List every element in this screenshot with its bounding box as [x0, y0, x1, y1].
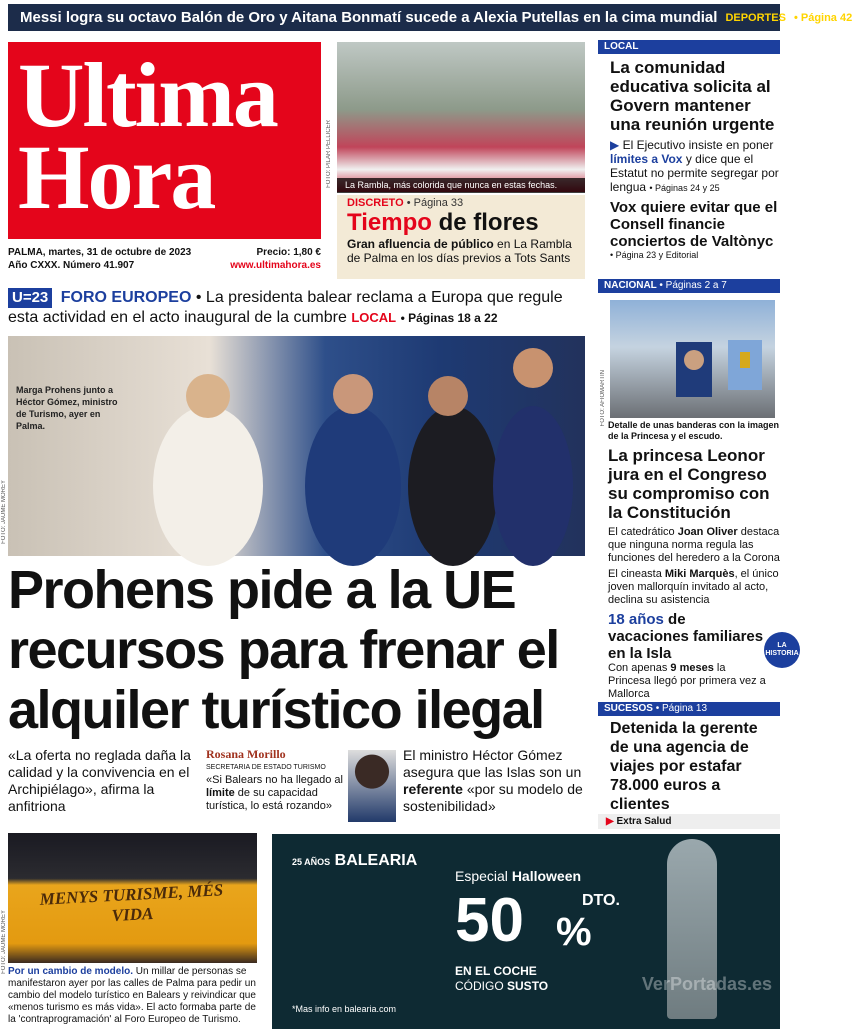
issue-date: PALMA, martes, 31 de octubre de 2023	[8, 247, 192, 258]
years-text-b: 9 meses	[670, 662, 714, 674]
prohens-quote: «La oferta no reglada daña la calidad y la convivencia en el Archipiélago», afirma la anfitriona	[8, 747, 191, 814]
ribbon-text: • La presidenta balear reclama a Europa que regule esta actividad en el acto inaugural de la cumbre	[8, 289, 563, 326]
royal-photo-flags	[610, 300, 775, 418]
top-news-page: • Página 42	[793, 11, 852, 24]
local-sub-b: límites a Vox	[610, 152, 683, 166]
dateline	[8, 246, 321, 272]
flowers-title-a: Tiempo	[347, 209, 432, 236]
columnist-name: Rosana Morillo	[206, 747, 286, 761]
b1-b: Joan Oliver	[677, 526, 738, 538]
nacional-section[interactable]	[598, 279, 780, 293]
local-title2: Vox quiere evitar que el Consell financie conciertos de Valtònyc	[610, 199, 778, 250]
discreto-box[interactable]	[337, 195, 585, 279]
b2-a: El cineasta	[608, 568, 662, 580]
main-photo-figures	[8, 336, 585, 556]
discreto-kicker: DISCRETO	[347, 197, 404, 209]
discreto-page: • Página 33	[406, 197, 464, 209]
local-title2-pages: • Página 23 y Editorial	[610, 250, 699, 260]
ribbon-section: LOCAL	[351, 310, 397, 325]
price: Precio: 1,80 €	[256, 247, 321, 258]
extra-arrow-icon: ▶	[606, 816, 614, 827]
protest-credit: FOTO: JAUME MOREY	[1, 910, 7, 974]
local-sub-a: El Ejecutivo insiste en poner	[622, 138, 774, 152]
sucesos-header: SUCESOS	[604, 703, 653, 714]
watermark: VerPortadas.es	[641, 974, 772, 994]
website-link[interactable]: www.ultimahora.es	[230, 260, 321, 271]
flowers-credit: FOTO: PILAR PELLICER	[326, 120, 332, 188]
extra-label: Extra Salud	[616, 816, 672, 827]
main-photo-caption: Marga Prohens junto a Héctor Gómez, ministro de Turismo, ayer en Palma.	[16, 385, 118, 431]
flowers-photo[interactable]	[337, 42, 585, 192]
flowers-text-bold: Gran afluencia de público	[347, 237, 494, 251]
columnist-block	[206, 748, 356, 813]
protest-photo[interactable]	[8, 833, 257, 963]
ad-brand: BALEARIA	[334, 852, 418, 869]
sucesos-pages: • Página 13	[655, 703, 708, 714]
protest-text: Un millar de personas se manifestaron ayer por las calles de Palma para pedir un cambio del modelo turístico en Balears y reivindicar que «menos turismo es más vida». El acto formaba parte de la 'contraprogramación' al Foro Europeo de Turismo.	[8, 966, 256, 1025]
top-news-text: Messi logra su octavo Balón de Oro y Aitana Bonmatí sucede a Alexia Putellas en la cima mundial	[20, 9, 718, 26]
u23-badge: U=23	[8, 288, 52, 308]
protest-caption	[8, 966, 257, 1026]
historia-badge[interactable]: LA HISTORIA	[764, 632, 800, 668]
minister-quote-a: El ministro Héctor Gómez asegura que las Islas son un	[403, 747, 582, 780]
flowers-caption: La Rambla, más colorida que nunca en estas fechas.	[337, 178, 585, 193]
protest-lead: Por un cambio de modelo.	[8, 966, 134, 977]
ad-years: 25 AÑOS	[292, 857, 331, 867]
logo-line1: Ultima	[18, 44, 277, 146]
ad-code-a: CÓDIGO	[455, 979, 504, 993]
local-header: LOCAL	[598, 40, 780, 54]
leonor-block[interactable]	[608, 446, 780, 701]
columnist-portrait	[348, 750, 396, 822]
years-a: 18 años	[608, 611, 664, 628]
ad-percent: %	[555, 910, 592, 954]
minister-quote	[403, 747, 588, 815]
columnist-quote-b: límite	[206, 787, 235, 799]
royal-photo[interactable]	[610, 300, 775, 418]
ad-dto: DTO.	[582, 892, 620, 909]
royal-credit: FOTO: AFIOMARTIN	[600, 370, 606, 427]
protest-banner: MENYS TURISME, MÉS VIDA	[39, 880, 224, 926]
columnist-quote-a: «Si Balears no ha llegado al	[206, 774, 343, 786]
years-b: de vacaciones familiares en la Isla	[608, 611, 764, 662]
sucesos-section[interactable]	[598, 702, 780, 814]
local-sub-pages: • Páginas 24 y 25	[649, 183, 720, 193]
columnist-quote-c: de su capacidad turística, lo está rozando»	[206, 787, 332, 812]
ribbon-pages: • Páginas 18 a 22	[400, 311, 498, 325]
ad-code-b: SUSTO	[507, 979, 549, 993]
sucesos-title: Detenida la gerente de una agencia de viajes por estafar 78.000 euros a clientes	[610, 720, 758, 813]
flowers-text: en La Rambla de Palma en los días previos a Tots Sants	[347, 237, 572, 265]
b2-b: Miki Marquès	[664, 568, 735, 580]
nacional-pages: • Páginas 2 a 7	[659, 280, 727, 291]
minister-quote-b: referente	[403, 781, 463, 797]
columnist-role: SECRETARIA DE ESTADO TURISMO	[206, 764, 326, 771]
top-news-section: DEPORTES	[725, 11, 786, 24]
nacional-header: NACIONAL	[604, 280, 657, 291]
main-photo-credit: FOTO: JAUME MOREY	[1, 480, 7, 544]
balearia-ad[interactable]	[272, 834, 780, 1029]
ribbon-label: FORO EUROPEO	[60, 289, 192, 306]
ad-info: *Mas info en balearia.com	[292, 1004, 397, 1014]
local-sub-c: y dice que el Estatut no permite segregar por lengua	[610, 152, 779, 194]
ad-special-b: Halloween	[511, 868, 582, 884]
royal-caption: Detalle de unas banderas con la imagen de la Princesa y el escudo.	[608, 420, 780, 441]
flowers-title-b: de flores	[438, 209, 539, 236]
leonor-title: La princesa Leonor jura en el Congreso su compromiso con la Constitución	[608, 446, 770, 522]
masthead-logo[interactable]	[8, 42, 321, 239]
ad-car: EN EL COCHE	[455, 964, 537, 978]
top-news-bar[interactable]	[8, 4, 852, 31]
foro-ribbon[interactable]	[8, 288, 585, 328]
extra-salud[interactable]	[598, 814, 780, 829]
local-title: La comunidad educativa solicita al Govern mantener una reunión urgente	[610, 58, 775, 134]
local-section[interactable]: LOCAL La comunidad educativa solicita al Govern mantener una reunión urgente ▶ El Ejecutivo insiste en poner límites a Vox y dice que el Estatut no permite segregar por lengua • Páginas 24 y 25 Vox quiere evitar que el Consell financie conciertos de Valtònyc • Página 23 y Editorial	[598, 40, 780, 260]
main-headline[interactable]: Prohens pide a la UE recursos para frenar el alquiler turístico ilegal	[8, 560, 559, 740]
issue-number: Año CXXX. Número 41.907	[8, 260, 135, 271]
ad-discount: 50	[455, 886, 524, 955]
b1-a: El catedrático	[608, 526, 675, 538]
ad-special-a: Especial	[455, 868, 508, 884]
logo-line2: Hora	[18, 126, 215, 228]
b2-c: , el único joven mallorquín invitado al acto, declina su asistencia	[608, 568, 779, 606]
years-text-a: Con apenas	[608, 662, 668, 674]
main-photo[interactable]	[8, 336, 585, 556]
minister-quote-c: «por su modelo de sostenibilidad»	[403, 781, 583, 814]
years-text-c: la Princesa llegó por primera vez a Mallorca	[608, 662, 766, 700]
b1-c: destaca que ninguna norma regula las funciones del heredero a la Corona	[608, 526, 780, 564]
